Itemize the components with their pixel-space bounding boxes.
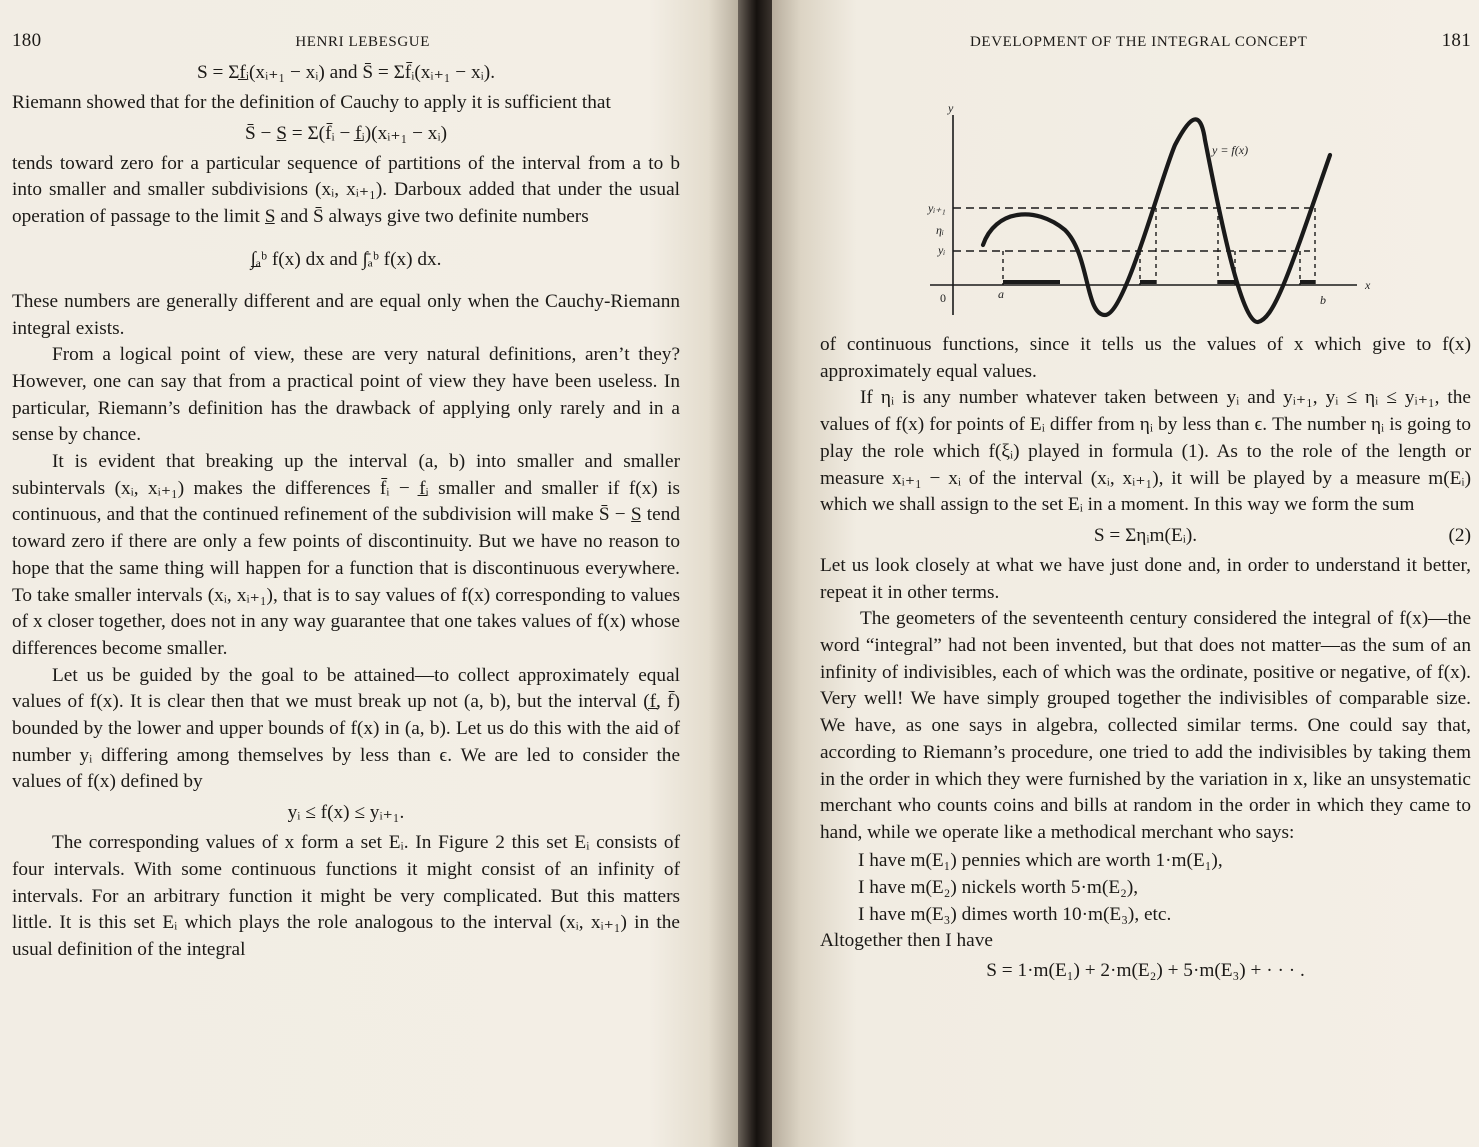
paragraph: These numbers are generally different and are equal only when the Cauchy-Riemann integral exists. — [12, 290, 680, 339]
origin-label: 0 — [940, 291, 946, 305]
paragraph: If ηᵢ is any number whatever taken between yᵢ and yᵢ₊₁, yᵢ ≤ ηᵢ ≤ yᵢ₊₁, the values of f(x) for points of Eᵢ differ from ηᵢ by less than ϵ. The number ηᵢ is going to play the role which f(ξᵢ) played in formula (1). As to the role of the length or measure xᵢ₊₁ − xᵢ of the interval (xᵢ, xᵢ₊₁), it will be played by a measure m(Eᵢ) which we shall assign to the set Eᵢ in a moment. In this way we form the sum — [820, 387, 1471, 516]
numbered-equation — [820, 521, 1471, 551]
list-line: I have m(E₁) pennies which are worth 1·m(E₁), — [858, 849, 1223, 871]
list-line: I have m(E₂) nickels worth 5·m(E₂), — [858, 876, 1139, 898]
book-gutter — [738, 0, 772, 1147]
left-page — [0, 0, 738, 1147]
list-line: I have m(E₃) dimes worth 10·m(E₃), etc. — [858, 903, 1172, 925]
right-page-body — [820, 332, 1471, 986]
figure-2-graph — [860, 60, 1371, 330]
paragraph: From a logical point of view, these are very natural definitions, aren’t they? However, one can say that from a practical point of view they have been useless. In particular, Riemann’s definition has the drawback of applying only rarely and in a sense by chance. — [12, 344, 680, 446]
a-label: a — [998, 287, 1004, 301]
display-equation: S = 1·m(E₁) + 2·m(E₂) + 5·m(E₃) + · · · . — [986, 960, 1305, 982]
equation-number: (2) — [1448, 524, 1471, 546]
eta-label: ηᵢ — [936, 223, 944, 237]
running-head-right: DEVELOPMENT OF THE INTEGRAL CONCEPT — [970, 34, 1308, 50]
left-page-body — [12, 58, 680, 964]
paragraph: of continuous functions, since it tells us the values of x which give to f(x) approximately equal values. — [820, 334, 1471, 382]
left-page-header — [12, 30, 680, 56]
running-head-left: HENRI LEBESGUE — [295, 34, 430, 50]
right-page — [772, 0, 1479, 1147]
paragraph: The corresponding values of x form a set Eᵢ. In Figure 2 this set Eᵢ consists of four intervals. With some continuous functions it might consist of an infinity of intervals. For an arbitrary function it might be very complicated. But this matters little. It is this set Eᵢ which plays the role analogous to the interval (xᵢ, xᵢ₊₁) in the usual definition of the integral — [12, 832, 680, 960]
paragraph: Let us be guided by the goal to be attained—to collect approximately equal values of f(x). It is clear then that we must break up not (a, b), but the interval (f̲, f̄) bounded by the lower and upper bounds of f(x) in (a, b). Let us do this with the aid of number yᵢ differing among themselves by less than ϵ. We are led to consider the values of f(x) defined by — [12, 664, 680, 793]
function-curve — [983, 119, 1330, 322]
y-lower-label: yᵢ — [938, 243, 946, 257]
display-equation: S = Σf̲ᵢ(xᵢ₊₁ − xᵢ) and S̄ = Σf̄ᵢ(xᵢ₊₁ − xᵢ). — [196, 62, 496, 83]
paragraph: Riemann showed that for the definition of Cauchy to apply it is sufficient that — [12, 92, 611, 113]
equation-text: S = Σηᵢm(Eᵢ). — [1093, 524, 1198, 546]
display-equation: yᵢ ≤ f(x) ≤ yᵢ₊₁. — [287, 802, 405, 824]
page-number-right: 181 — [1441, 30, 1471, 51]
curve-label: y = f(x) — [1212, 143, 1249, 157]
x-axis-label: x — [1365, 278, 1371, 292]
y-upper-label: yᵢ₊₁ — [928, 201, 946, 215]
right-page-header — [820, 30, 1471, 56]
paragraph: The geometers of the seventeenth century considered the integral of f(x)—the word “integral” had not been invented, but that does not matter—as the sum of an infinity of indivisibles, each of which was the ordinate, positive or negative, of f(x). Very well! We have simply grouped together the indivisibles of comparable size. We have, as one says in algebra, collected similar terms. One could say that, according to Riemann’s procedure, one tried to add the indivisibles by taking them in the order in which they were furnished by the variation in x, like an unsystematic merchant who counts coins and bills at random in the order in which they came to hand, while we operate like a methodical merchant who says: — [820, 608, 1471, 843]
paragraph: tends toward zero for a particular sequence of partitions of the interval from a to b into smaller and smaller subdivisions (xᵢ, xᵢ₊₁). Darboux added that under the usual operation of passage to the limit S̲ and S̄ always give two definite numbers — [12, 152, 680, 228]
y-axis-label: y — [948, 101, 954, 115]
paragraph: Let us look closely at what we have just done and, in order to understand it better, repeat it in other terms. — [820, 554, 1471, 603]
b-label: b — [1320, 293, 1326, 307]
page-number-left: 180 — [12, 30, 42, 51]
display-equation: ∫̲ₐᵇ f(x) dx and ∫̄ₐᵇ f(x) dx. — [250, 248, 442, 270]
paragraph: Altogether then I have — [820, 929, 993, 951]
paragraph: It is evident that breaking up the interval (a, b) into smaller and smaller subintervals (xᵢ, xᵢ₊₁) makes the differences f̄ᵢ − f̲ᵢ smaller and smaller if f(x) is continuous, and that the continued refinement of the subdivision will make S̄ − S̲ tend toward zero if there are only a few points of discontinuity. But we have no reason to hope that the same thing will happen for a function that is discontinuous everywhere. To take smaller intervals (xᵢ, xᵢ₊₁), that is to say values of f(x) corresponding to values of x closer together, does not in any way guarantee that one takes values of f(x) whose differences become smaller. — [12, 451, 680, 659]
display-equation: S̄ − S̲ = Σ(f̄ᵢ − f̲ᵢ)(xᵢ₊₁ − xᵢ) — [244, 122, 448, 144]
